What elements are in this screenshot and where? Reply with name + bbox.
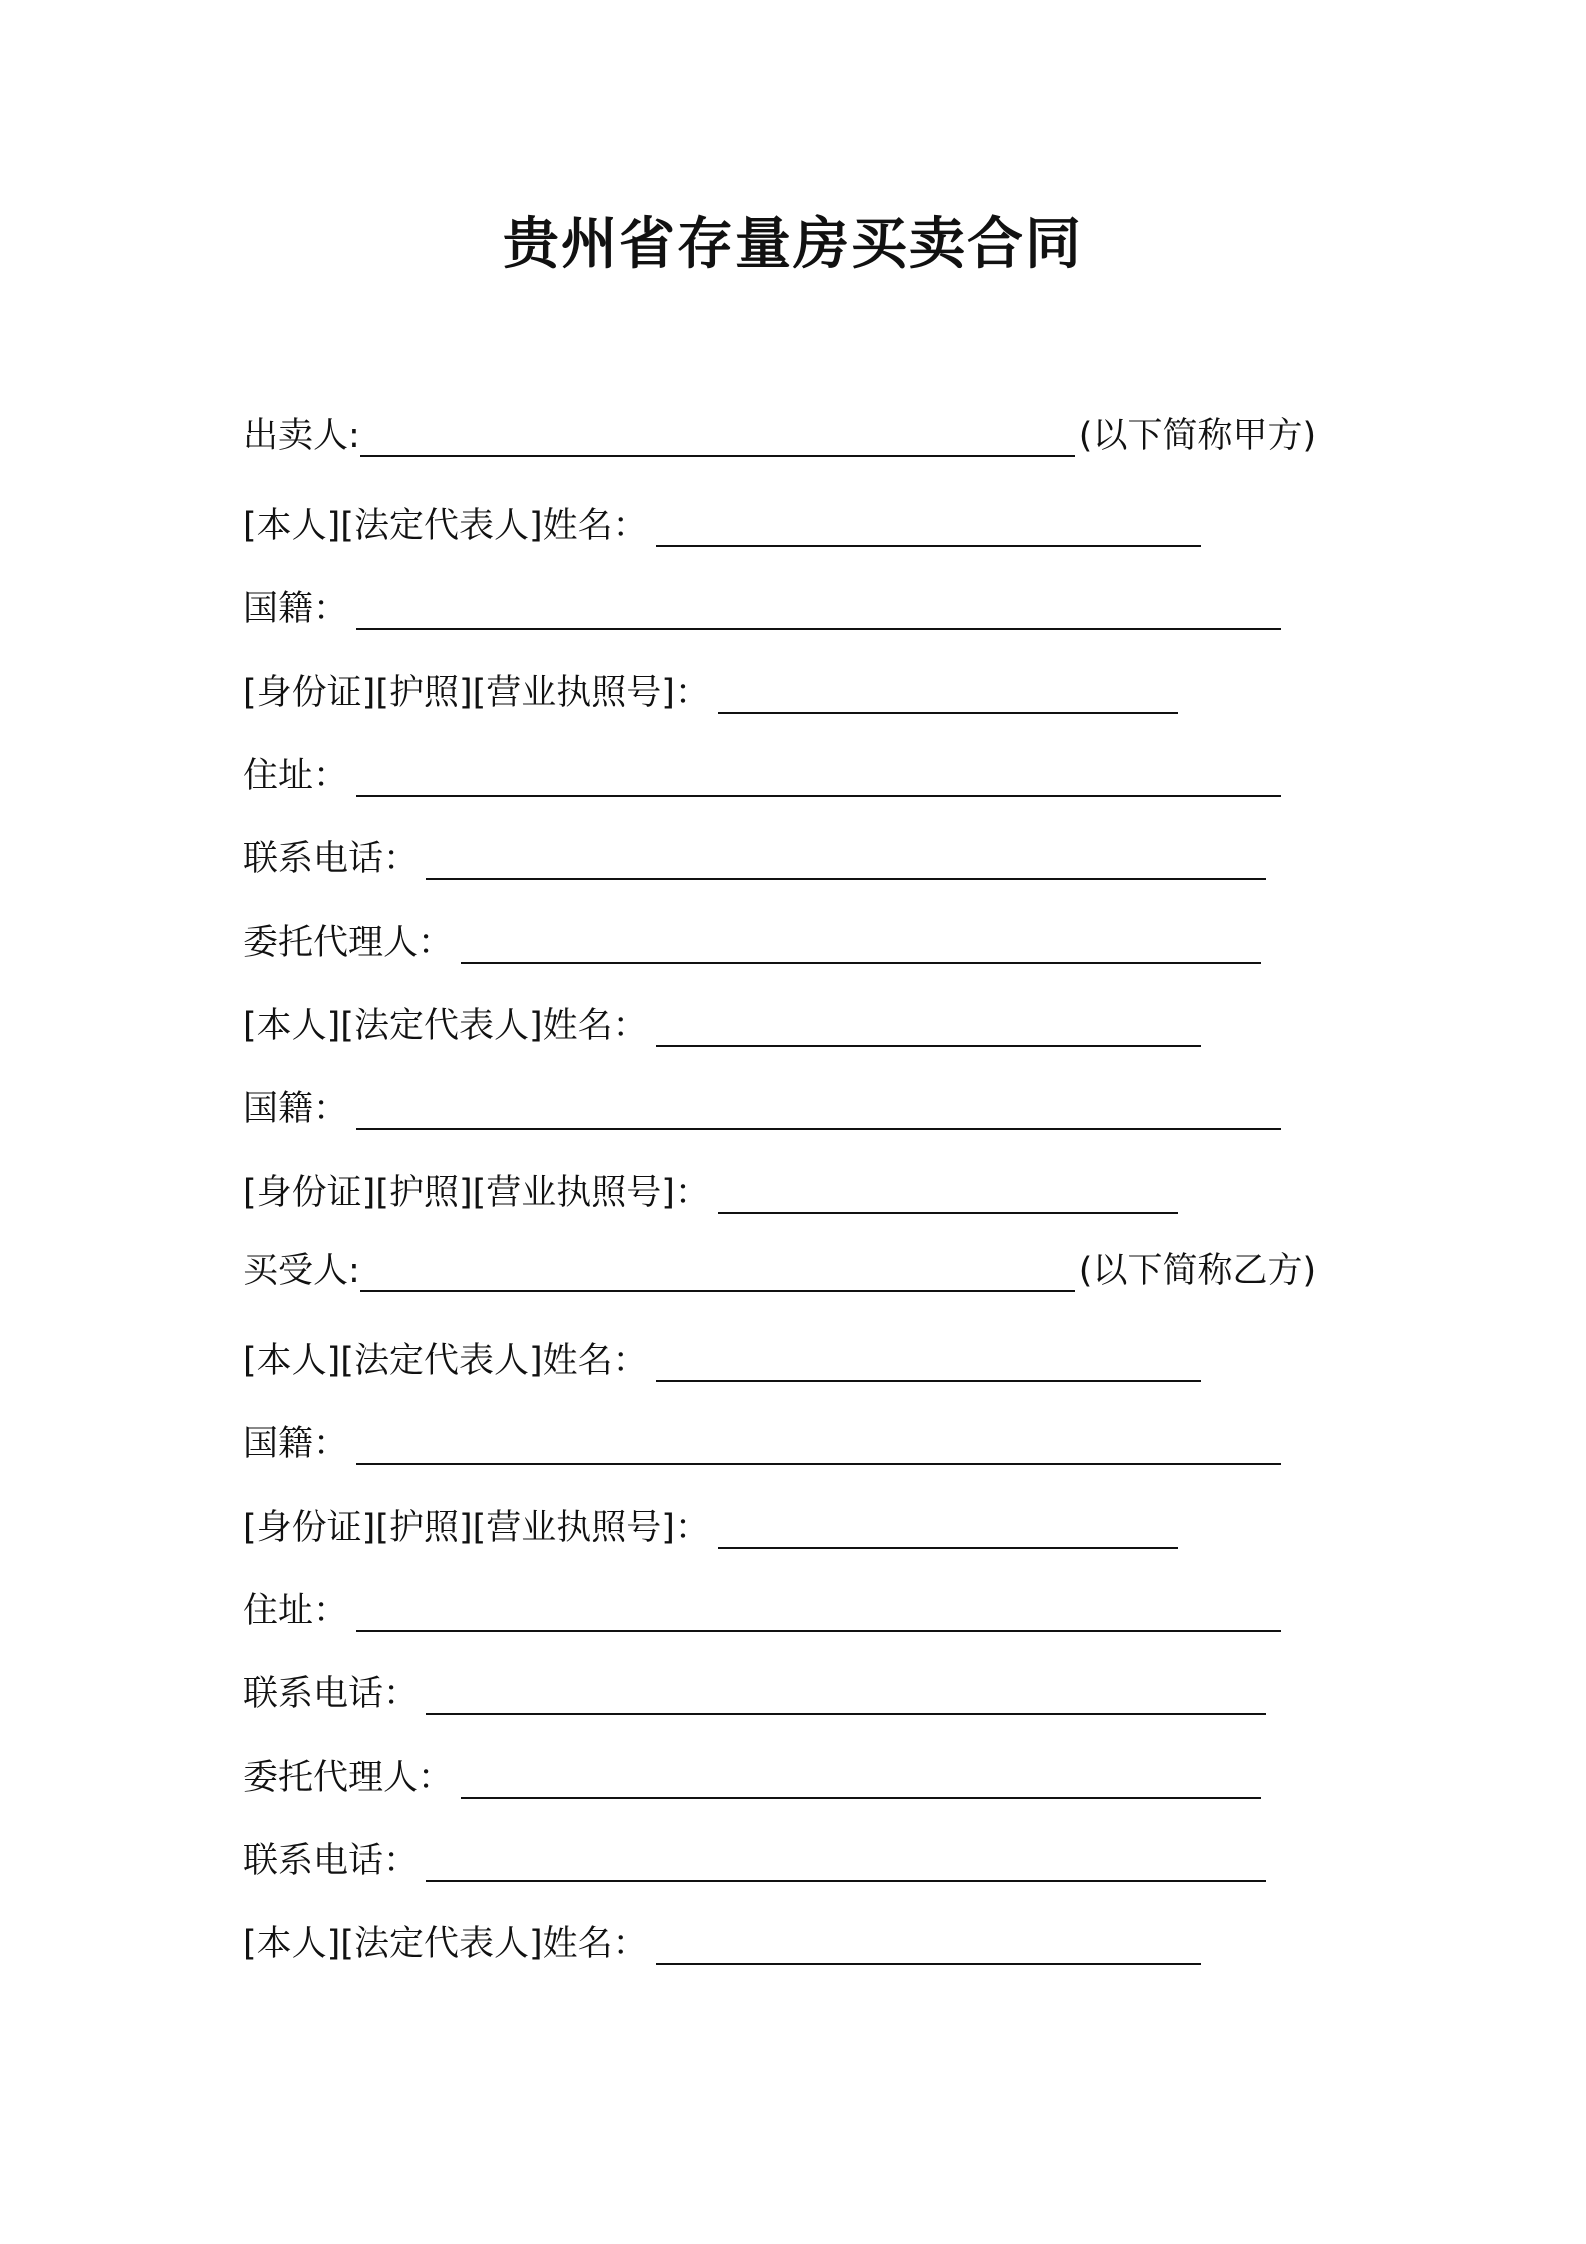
- blank-line[interactable]: [461, 922, 1261, 964]
- field-label: 住址：: [243, 1591, 349, 1631]
- blank-line[interactable]: [356, 755, 1281, 797]
- seller-agent-field: [243, 912, 1261, 972]
- buyer-name-field: [243, 1330, 1201, 1390]
- field-suffix: (以下简称乙方): [1078, 1251, 1317, 1291]
- blank-line[interactable]: [426, 1840, 1266, 1882]
- blank-line[interactable]: [656, 1923, 1201, 1965]
- buyer-nationality-field: [243, 1413, 1281, 1473]
- field-label: 国籍：: [243, 1424, 349, 1464]
- blank-line[interactable]: [356, 588, 1281, 630]
- seller-field: [243, 405, 1316, 465]
- field-label: [身份证][护照][营业执照号]：: [243, 1508, 710, 1548]
- blank-line[interactable]: [656, 505, 1201, 547]
- blank-line[interactable]: [356, 1423, 1281, 1465]
- blank-line[interactable]: [360, 1250, 1075, 1292]
- field-label: 国籍：: [243, 1089, 349, 1129]
- blank-line[interactable]: [718, 1172, 1178, 1214]
- field-label: 买受人:: [243, 1251, 360, 1291]
- blank-line[interactable]: [356, 1590, 1281, 1632]
- blank-line[interactable]: [426, 838, 1266, 880]
- seller-id-field: [243, 662, 1178, 722]
- blank-line[interactable]: [718, 672, 1178, 714]
- field-label: 出卖人:: [243, 416, 360, 456]
- field-label: [本人][法定代表人]姓名：: [243, 506, 648, 546]
- blank-line[interactable]: [356, 1088, 1281, 1130]
- seller-phone-field: [243, 828, 1266, 888]
- field-label: 联系电话：: [243, 1841, 419, 1881]
- field-label: [本人][法定代表人]姓名：: [243, 1341, 648, 1381]
- buyer-agent-name-field: [243, 1913, 1201, 1973]
- document-title: 贵州省存量房买卖合同: [503, 212, 1083, 277]
- buyer-phone-field: [243, 1663, 1266, 1723]
- blank-line[interactable]: [461, 1757, 1261, 1799]
- seller-name-field: [243, 495, 1201, 555]
- blank-line[interactable]: [426, 1673, 1266, 1715]
- seller-agent-name-field: [243, 995, 1201, 1055]
- field-suffix: (以下简称甲方): [1078, 416, 1317, 456]
- buyer-agent-field: [243, 1747, 1261, 1807]
- seller-agent-id-field: [243, 1162, 1178, 1222]
- field-label: [本人][法定代表人]姓名：: [243, 1006, 648, 1046]
- field-label: [身份证][护照][营业执照号]：: [243, 1173, 710, 1213]
- blank-line[interactable]: [360, 415, 1075, 457]
- field-label: 联系电话：: [243, 839, 419, 879]
- buyer-id-field: [243, 1497, 1178, 1557]
- field-label: 国籍：: [243, 589, 349, 629]
- seller-nationality-field: [243, 578, 1281, 638]
- field-label: [本人][法定代表人]姓名：: [243, 1924, 648, 1964]
- buyer-field: [243, 1240, 1316, 1300]
- blank-line[interactable]: [656, 1005, 1201, 1047]
- blank-line[interactable]: [656, 1340, 1201, 1382]
- field-label: 委托代理人：: [243, 1758, 454, 1798]
- field-label: 住址：: [243, 756, 349, 796]
- field-label: 委托代理人：: [243, 923, 454, 963]
- field-label: [身份证][护照][营业执照号]：: [243, 673, 710, 713]
- field-label: 联系电话：: [243, 1674, 419, 1714]
- seller-agent-nationality-field: [243, 1078, 1281, 1138]
- buyer-address-field: [243, 1580, 1281, 1640]
- blank-line[interactable]: [718, 1507, 1178, 1549]
- buyer-agent-phone-field: [243, 1830, 1266, 1890]
- seller-address-field: [243, 745, 1281, 805]
